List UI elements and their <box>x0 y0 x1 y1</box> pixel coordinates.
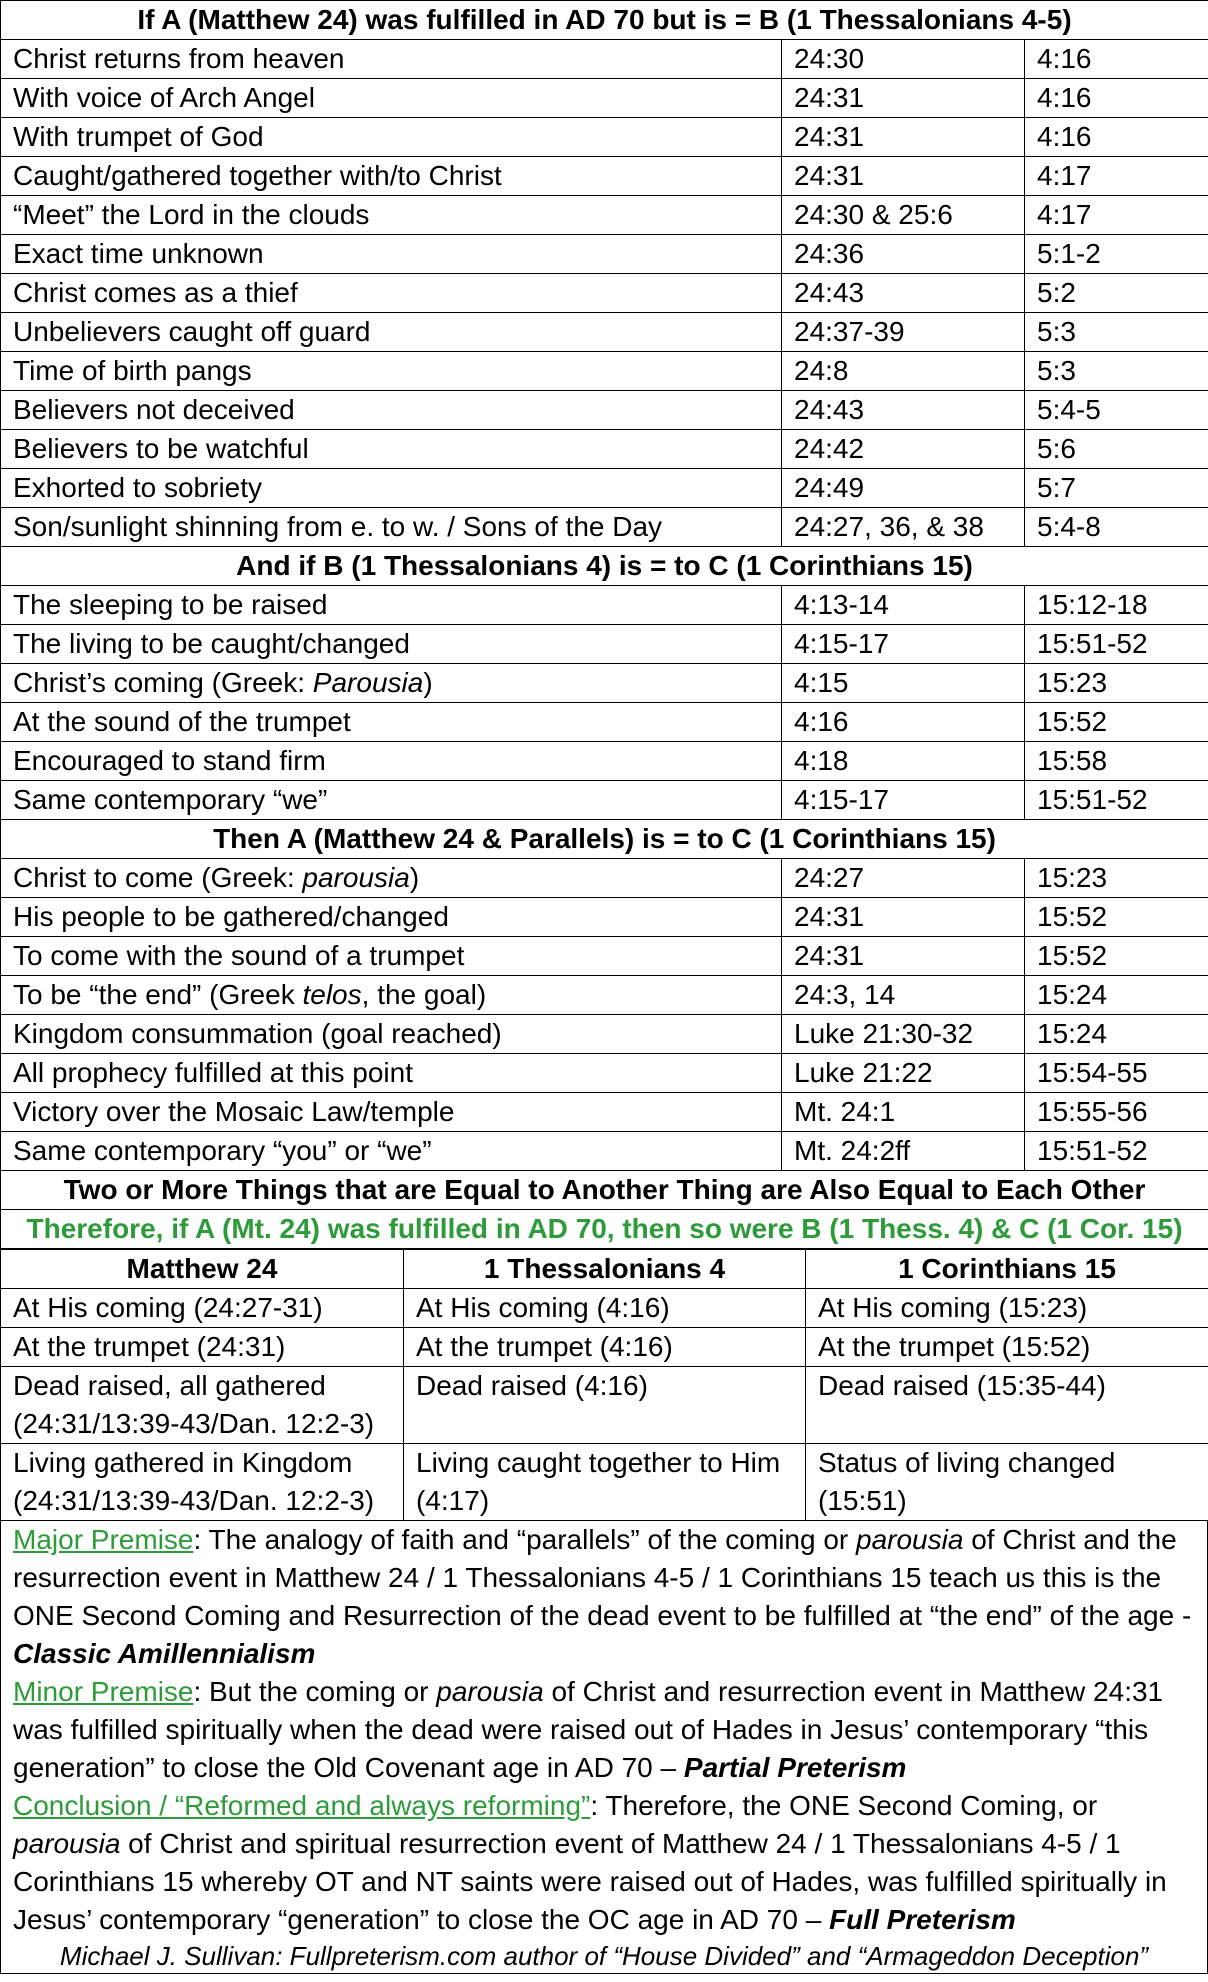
table-row <box>1 742 1208 781</box>
equality-heading: Two or More Things that are Equal to Another Thing are Also Equal to Each Other <box>1 1171 1208 1210</box>
reference-a: 24:31 <box>782 79 1025 118</box>
table-row <box>1 1093 1208 1132</box>
corinthians-header: 1 Corinthians 15 <box>806 1250 1208 1289</box>
row-description: Same contemporary “you” or “we” <box>1 1132 782 1171</box>
major-premise <box>13 1521 1199 1673</box>
greek-term: parousia <box>302 862 410 893</box>
reference-b: 5:3 <box>1025 352 1208 391</box>
text: : Therefore, the ONE Second Coming, or <box>590 1790 1098 1821</box>
table-row <box>1 352 1208 391</box>
text-italic: parousia <box>436 1676 544 1707</box>
row-description: All prophecy fulfilled at this point <box>1 1054 782 1093</box>
reference-b: 4:17 <box>1025 196 1208 235</box>
reference-b: 15:23 <box>1025 859 1208 898</box>
table-cell: At His coming (15:23) <box>806 1289 1208 1328</box>
reference-a: 24:49 <box>782 469 1025 508</box>
table-cell: At His coming (4:16) <box>404 1289 806 1328</box>
table-row <box>1 664 1208 703</box>
reference-b: 15:51-52 <box>1025 781 1208 820</box>
reference-b: 15:54-55 <box>1025 1054 1208 1093</box>
table-cell: At the trumpet (24:31) <box>1 1328 404 1367</box>
row-description: Christ returns from heaven <box>1 40 782 79</box>
table-row <box>1 391 1208 430</box>
reference-b: 5:3 <box>1025 313 1208 352</box>
text-italic: parousia <box>13 1828 121 1859</box>
reference-b: 15:24 <box>1025 976 1208 1015</box>
row-description: Exhorted to sobriety <box>1 469 782 508</box>
row-description: With voice of Arch Angel <box>1 79 782 118</box>
reference-a: 24:27 <box>782 859 1025 898</box>
table-cell: Living caught together to Him (4:17) <box>404 1444 806 1521</box>
reference-a: 24:31 <box>782 898 1025 937</box>
reference-a: 24:43 <box>782 274 1025 313</box>
text: of Christ and spiritual resurrection event of Matthew 24 / 1 Thessalonians 4-5 / 1 Corinthians 15 whereby OT and NT saints were raised out of Hades, was fulfilled spiritually in Jesus’ contemporary “generation” to close the OC age in AD 70 – <box>13 1828 1167 1935</box>
text-bold-italic: Full Preterism <box>829 1904 1016 1935</box>
reference-b: 4:16 <box>1025 79 1208 118</box>
minor-premise-label: Minor Premise <box>13 1676 194 1707</box>
table-row <box>1 1054 1208 1093</box>
reference-a: Mt. 24:1 <box>782 1093 1025 1132</box>
table-row <box>1 79 1208 118</box>
row-description: His people to be gathered/changed <box>1 898 782 937</box>
table-row <box>1 703 1208 742</box>
table-cell: Living gathered in Kingdom (24:31/13:39-43/Dan. 12:2-3) <box>1 1444 404 1521</box>
reference-a: 24:37-39 <box>782 313 1025 352</box>
reference-b: 5:2 <box>1025 274 1208 313</box>
reference-a: Luke 21:22 <box>782 1054 1025 1093</box>
table-row <box>1 937 1208 976</box>
table-row <box>1 235 1208 274</box>
row-description: Son/sunlight shinning from e. to w. / Sons of the Day <box>1 508 782 547</box>
row-description: Believers to be watchful <box>1 430 782 469</box>
section-1-title-row <box>1 1 1208 40</box>
table-cell: Dead raised, all gathered (24:31/13:39-43/Dan. 12:2-3) <box>1 1367 404 1444</box>
therefore-line-row <box>1 1210 1208 1249</box>
text-bold-italic: Classic Amillennialism <box>13 1638 316 1669</box>
greek-term: Parousia <box>312 667 424 698</box>
greek-term: telos <box>302 979 362 1010</box>
row-description: Christ’s coming (Greek: Parousia) <box>1 664 782 703</box>
reference-b: 15:24 <box>1025 1015 1208 1054</box>
table-row <box>1 469 1208 508</box>
row-description: With trumpet of God <box>1 118 782 157</box>
therefore-line: Therefore, if A (Mt. 24) was fulfilled in AD 70, then so were B (1 Thess. 4) & C (1 Cor. 15) <box>1 1210 1208 1249</box>
table-row <box>1 157 1208 196</box>
row-description: To come with the sound of a trumpet <box>1 937 782 976</box>
conclusion <box>13 1787 1199 1939</box>
reference-b: 15:51-52 <box>1025 1132 1208 1171</box>
reference-a: Luke 21:30-32 <box>782 1015 1025 1054</box>
reference-b: 5:1-2 <box>1025 235 1208 274</box>
reference-b: 4:16 <box>1025 40 1208 79</box>
row-description: Caught/gathered together with/to Christ <box>1 157 782 196</box>
table-row <box>1 1328 1208 1367</box>
table-row <box>1 1132 1208 1171</box>
table-row <box>1 859 1208 898</box>
row-description: “Meet” the Lord in the clouds <box>1 196 782 235</box>
text: of Christ and resurrection event in Matthew 24:31 was fulfilled spiritually when the dead were raised out of Hades in Jesus’ contemporary “this generation” to close the Old Covenant age in AD 70 – <box>13 1676 1164 1783</box>
reference-b: 15:12-18 <box>1025 586 1208 625</box>
section-1-title: If A (Matthew 24) was fulfilled in AD 70 but is = B (1 Thessalonians 4-5) <box>1 1 1208 40</box>
reference-b: 15:52 <box>1025 937 1208 976</box>
reference-a: 24:3, 14 <box>782 976 1025 1015</box>
reference-b: 15:51-52 <box>1025 625 1208 664</box>
reference-a: 24:43 <box>782 391 1025 430</box>
text-bold-italic: Partial Preterism <box>683 1752 907 1783</box>
three-column-section <box>1 1 1208 1249</box>
equality-heading-row <box>1 1171 1208 1210</box>
reference-a: 24:30 <box>782 40 1025 79</box>
table-row <box>1 625 1208 664</box>
table-cell: Dead raised (15:35-44) <box>806 1367 1208 1444</box>
table-row <box>1 274 1208 313</box>
reference-b: 5:4-8 <box>1025 508 1208 547</box>
reference-a: 4:13-14 <box>782 586 1025 625</box>
table-cell: At His coming (24:27-31) <box>1 1289 404 1328</box>
reference-b: 5:7 <box>1025 469 1208 508</box>
major-premise-label: Major Premise <box>13 1524 194 1555</box>
reference-a: 4:15-17 <box>782 781 1025 820</box>
reference-a: Mt. 24:2ff <box>782 1132 1025 1171</box>
minor-premise <box>13 1673 1199 1787</box>
row-description: Exact time unknown <box>1 235 782 274</box>
summary-table <box>0 1249 1208 1521</box>
table-row <box>1 430 1208 469</box>
table-row <box>1 118 1208 157</box>
table-cell: At the trumpet (15:52) <box>806 1328 1208 1367</box>
reference-a: 24:36 <box>782 235 1025 274</box>
table-row <box>1 40 1208 79</box>
section-3-title: Then A (Matthew 24 & Parallels) is = to C (1 Corinthians 15) <box>1 820 1208 859</box>
section-3-title-row <box>1 820 1208 859</box>
table-row <box>1 313 1208 352</box>
row-description: Christ comes as a thief <box>1 274 782 313</box>
reference-a: 24:30 & 25:6 <box>782 196 1025 235</box>
reference-b: 4:17 <box>1025 157 1208 196</box>
row-description: Kingdom consummation (goal reached) <box>1 1015 782 1054</box>
table-row <box>1 976 1208 1015</box>
row-description: Time of birth pangs <box>1 352 782 391</box>
table-row <box>1 1015 1208 1054</box>
row-description: The living to be caught/changed <box>1 625 782 664</box>
matthew-header: Matthew 24 <box>1 1250 404 1289</box>
row-description: To be “the end” (Greek telos, the goal) <box>1 976 782 1015</box>
table-row <box>1 781 1208 820</box>
reference-b: 15:55-56 <box>1025 1093 1208 1132</box>
argument-text <box>0 1521 1208 1939</box>
text: : The analogy of faith and “parallels” of the coming or <box>193 1524 857 1555</box>
reference-b: 15:52 <box>1025 898 1208 937</box>
reference-a: 4:15 <box>782 664 1025 703</box>
text: : But the coming or <box>193 1676 437 1707</box>
reference-a: 4:16 <box>782 703 1025 742</box>
table-row <box>1 898 1208 937</box>
table-cell: Dead raised (4:16) <box>404 1367 806 1444</box>
text-italic: parousia <box>856 1524 964 1555</box>
table-row <box>1 196 1208 235</box>
reference-a: 24:31 <box>782 118 1025 157</box>
table-row <box>1 1367 1208 1444</box>
row-description: The sleeping to be raised <box>1 586 782 625</box>
reference-a: 24:42 <box>782 430 1025 469</box>
row-description: Believers not deceived <box>1 391 782 430</box>
author-footer: Michael J. Sullivan: Fullpreterism.com author of “House Divided” and “Armageddon Deception” <box>0 1939 1208 1974</box>
reference-b: 5:6 <box>1025 430 1208 469</box>
reference-a: 24:27, 36, & 38 <box>782 508 1025 547</box>
reference-b: 4:16 <box>1025 118 1208 157</box>
reference-b: 15:52 <box>1025 703 1208 742</box>
row-description: Encouraged to stand firm <box>1 742 782 781</box>
reference-a: 4:15-17 <box>782 625 1025 664</box>
reference-a: 24:31 <box>782 157 1025 196</box>
thessalonians-header: 1 Thessalonians 4 <box>404 1250 806 1289</box>
reference-a: 24:8 <box>782 352 1025 391</box>
reference-b: 15:58 <box>1025 742 1208 781</box>
conclusion-label: Conclusion / “Reformed and always reforming” <box>13 1790 591 1821</box>
table-cell: Status of living changed (15:51) <box>806 1444 1208 1521</box>
section-2-title: And if B (1 Thessalonians 4) is = to C (1 Corinthians 15) <box>1 547 1208 586</box>
reference-b: 15:23 <box>1025 664 1208 703</box>
row-description: Christ to come (Greek: parousia) <box>1 859 782 898</box>
section-2-title-row <box>1 547 1208 586</box>
table-row <box>1 1289 1208 1328</box>
row-description: At the sound of the trumpet <box>1 703 782 742</box>
reference-a: 4:18 <box>782 742 1025 781</box>
reference-b: 5:4-5 <box>1025 391 1208 430</box>
row-description: Victory over the Mosaic Law/temple <box>1 1093 782 1132</box>
text: of Christ and the resurrection event in Matthew 24 / 1 Thessalonians 4-5 / 1 Corinthians 15 teach us this is the ONE Second Coming and Resurrection of the dead event to be fulfilled at “the end” of the age - <box>13 1524 1192 1631</box>
table-cell: At the trumpet (4:16) <box>404 1328 806 1367</box>
row-description: Same contemporary “we” <box>1 781 782 820</box>
table-row <box>1 1444 1208 1521</box>
reference-a: 24:31 <box>782 937 1025 976</box>
table-row <box>1 508 1208 547</box>
row-description: Unbelievers caught off guard <box>1 313 782 352</box>
table-row <box>1 586 1208 625</box>
